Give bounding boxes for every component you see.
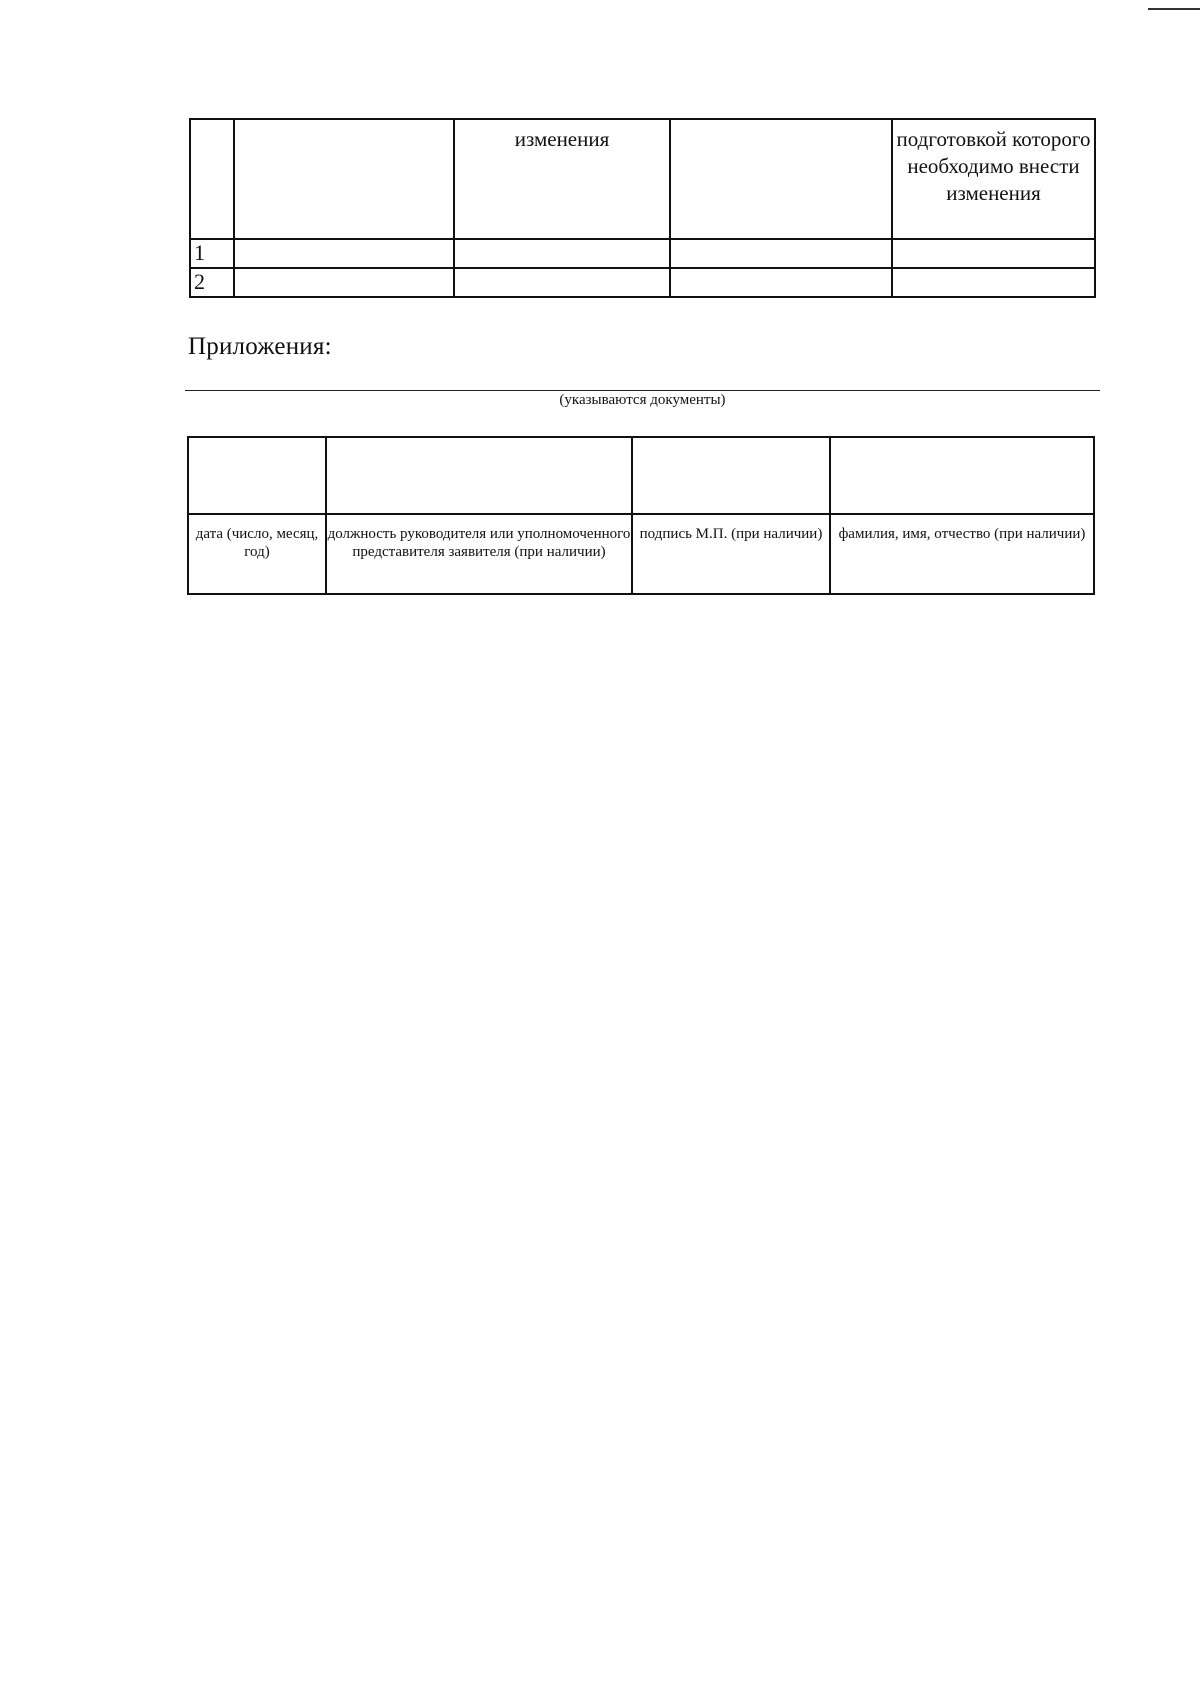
signature-table [187, 436, 1095, 595]
header-cell-changes: изменения [454, 119, 670, 239]
attachments-fill-line [185, 390, 1100, 391]
header-cell-number [190, 119, 234, 239]
full-name-field [830, 437, 1094, 514]
header-cell-document: подготовкой которого необходимо внести изменения [892, 119, 1095, 239]
position-caption: должность руководителя или уполномоченного представителя заявителя (при наличии) [326, 514, 632, 594]
row-number: 2 [190, 268, 234, 297]
table-cell [892, 239, 1095, 268]
table-row [190, 268, 1095, 297]
table-cell [234, 239, 454, 268]
changes-table-header-row [190, 119, 1095, 239]
attachments-label: Приложения: [188, 333, 332, 360]
table-cell [670, 268, 892, 297]
position-field [326, 437, 632, 514]
header-cell-1 [234, 119, 454, 239]
full-name-caption: фамилия, имя, отчество (при наличии) [830, 514, 1094, 594]
table-cell [670, 239, 892, 268]
row-number: 1 [190, 239, 234, 268]
scan-edge-mark [1148, 8, 1200, 10]
table-cell [454, 268, 670, 297]
signature-caption: подпись М.П. (при наличии) [632, 514, 830, 594]
attachments-hint: (указываются документы) [559, 392, 726, 408]
date-field [188, 437, 326, 514]
table-cell [234, 268, 454, 297]
table-row [190, 239, 1095, 268]
table-cell [892, 268, 1095, 297]
signature-caption-row [188, 514, 1094, 594]
date-caption: дата (число, месяц, год) [188, 514, 326, 594]
header-cell-3 [670, 119, 892, 239]
signature-field [632, 437, 830, 514]
changes-table [189, 118, 1096, 298]
table-cell [454, 239, 670, 268]
signature-fill-row [188, 437, 1094, 514]
